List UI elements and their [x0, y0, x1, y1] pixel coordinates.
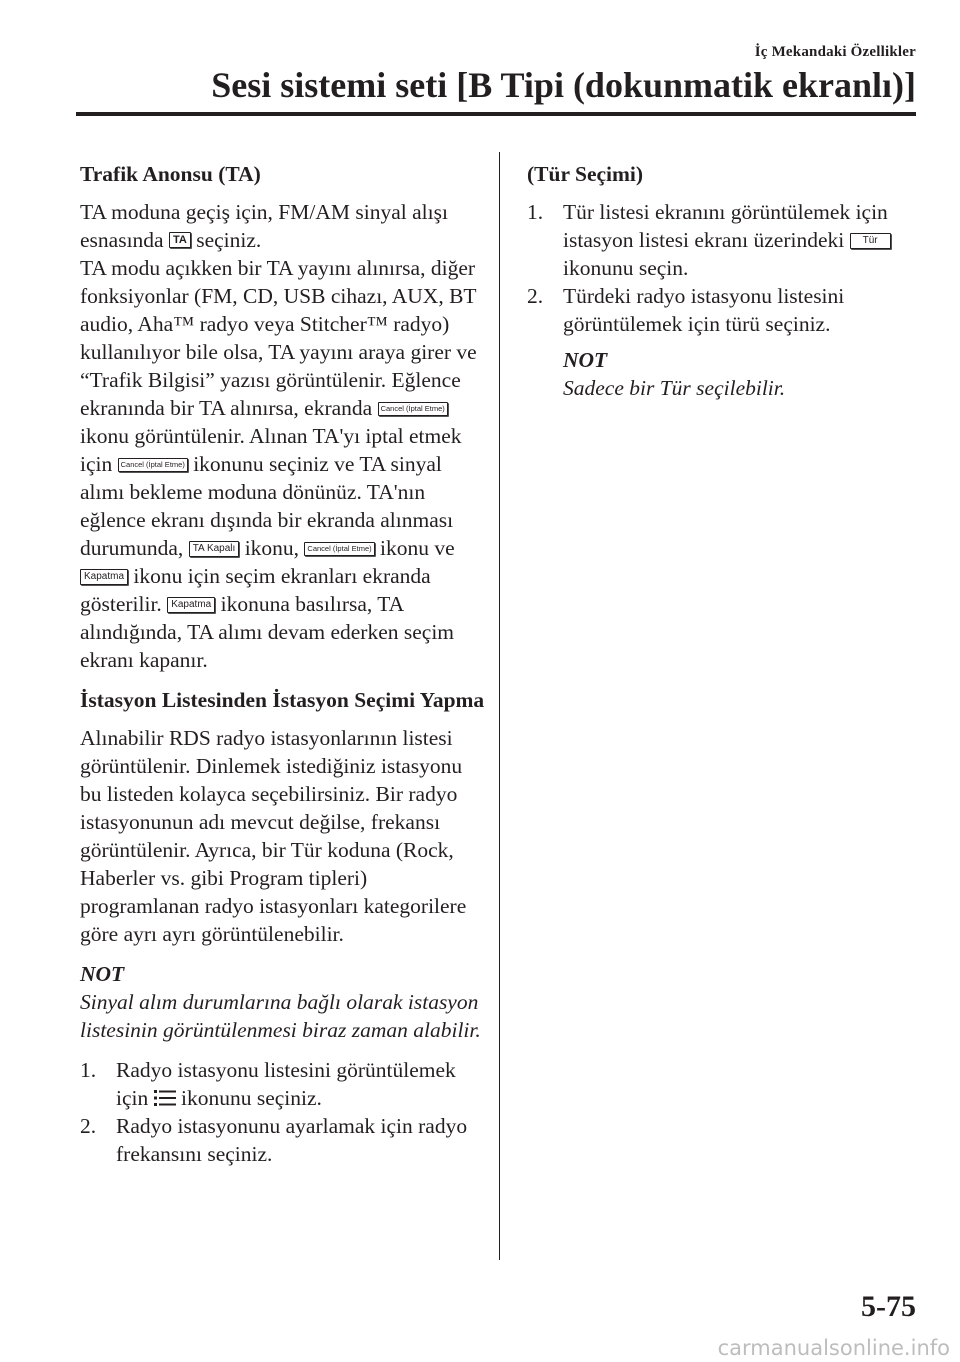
column-divider	[499, 152, 500, 1260]
genre-steps	[527, 198, 917, 338]
genre-heading: (Tür Seçimi)	[527, 162, 644, 186]
list-icon	[154, 1089, 176, 1107]
header-section-label: İç Mekandaki Özellikler	[754, 44, 916, 60]
list-item	[527, 282, 917, 338]
ta-button-icon: TA	[169, 232, 191, 248]
page-title: Sesi sistemi seti [B Tipi (dokunmatik ekranlı)]	[211, 65, 916, 105]
close-button-icon: Kapatma	[167, 597, 215, 613]
step-text: ikonunu seçiniz.	[181, 1086, 322, 1110]
note-title: NOT	[80, 962, 125, 986]
list-item	[527, 198, 917, 282]
cancel-button-icon: Cancel (İptal Etme)	[118, 458, 188, 472]
step-text: Radyo istasyonunu ayarlamak için radyo frekansını seçiniz.	[116, 1114, 468, 1166]
close-button-icon: Kapatma	[80, 569, 128, 585]
step-number: 2.	[527, 284, 544, 308]
list-item	[80, 1056, 485, 1112]
ta-text: TA modu açıkken bir TA yayını alınırsa, diğer fonksiyonlar (FM, CD, USB cihazı, AUX, BT audio, Aha™ radyo veya Stitcher™ radyo) kullanılıyor bile olsa, TA yayını araya girer ve “Trafik Bilgisi” yazısı görüntülenir.	[80, 256, 477, 392]
step-text: Türdeki radyo istasyonu listesini görüntülemek için türü seçiniz.	[563, 284, 845, 336]
note-text: Sinyal alım durumlarına bağlı olarak istasyon listesinin görüntülenmesi biraz zaman alabilir.	[80, 990, 481, 1042]
note-title: NOT	[563, 348, 608, 372]
step-text: Radyo istasyonu listesini görüntülemek için	[116, 1058, 456, 1110]
ta-text: ikonu görüntülenir. Alınan TA'yı iptal etmek için	[80, 424, 462, 476]
ta-text: ikonu için seçim ekranları ekranda gösterilir.	[80, 564, 431, 616]
ta-text: seçiniz.	[196, 228, 262, 252]
ta-text: ikonunu seçiniz ve TA sinyal alımı bekleme moduna dönünüz. TA'nın eğlence ekranı dışında bir ekranda alınması durumunda,	[80, 452, 454, 560]
station-list-heading: İstasyon Listesinden İstasyon Seçimi Yapma	[80, 688, 485, 712]
station-list-paragraph: Alınabilir RDS radyo istasyonlarının listesi görüntülenir. Dinlemek istediğiniz istasyonu bu listeden kolayca seçebilirsiniz. Bir radyo istasyonunun adı mevcut değilse, frekansı görüntülenir. Ayrıca, bir Tür koduna (Rock, Haberler vs. gibi Program tipleri) programlanan radyo istasyonları kategorilere göre ayrı ayrı görüntülenebilir.	[80, 726, 467, 946]
cancel-button-icon: Cancel (İptal Etme)	[378, 402, 448, 416]
step-text: Tür listesi ekranını görüntülemek için istasyon listesi ekranı üzerindeki	[563, 200, 888, 252]
genre-note	[527, 346, 917, 402]
step-number: 1.	[527, 200, 544, 224]
ta-text: Eğlence ekranında bir TA alınırsa, ekranda	[80, 368, 461, 420]
ta-text: ikonu,	[244, 536, 300, 560]
step-number: 2.	[80, 1114, 97, 1138]
ta-off-button-icon: TA Kapalı	[189, 541, 240, 557]
ta-paragraph-2	[80, 254, 485, 674]
list-item	[80, 1112, 485, 1168]
watermark: carmanualsonline.info	[717, 1336, 950, 1360]
right-column	[527, 160, 917, 414]
station-steps	[80, 1056, 485, 1168]
ta-text: ikonuna basılırsa, TA alındığında, TA alımı devam ederken seçim ekranı kapanır.	[80, 592, 455, 672]
step-number: 1.	[80, 1058, 97, 1082]
cancel-button-icon: Cancel (İptal Etme)	[304, 542, 374, 556]
genre-button-icon: Tür	[850, 233, 891, 249]
header-rule	[76, 112, 916, 116]
note-text: Sadece bir Tür seçilebilir.	[563, 376, 786, 400]
ta-text: TA moduna geçiş için, FM/AM sinyal alışı esnasında	[80, 200, 448, 252]
ta-heading: Trafik Anonsu (TA)	[80, 162, 261, 186]
left-column	[80, 160, 485, 1168]
page-number: 5-75	[861, 1290, 916, 1323]
ta-paragraph-1	[80, 198, 485, 254]
step-text: ikonunu seçin.	[563, 256, 689, 280]
ta-text: ikonu ve	[380, 536, 455, 560]
